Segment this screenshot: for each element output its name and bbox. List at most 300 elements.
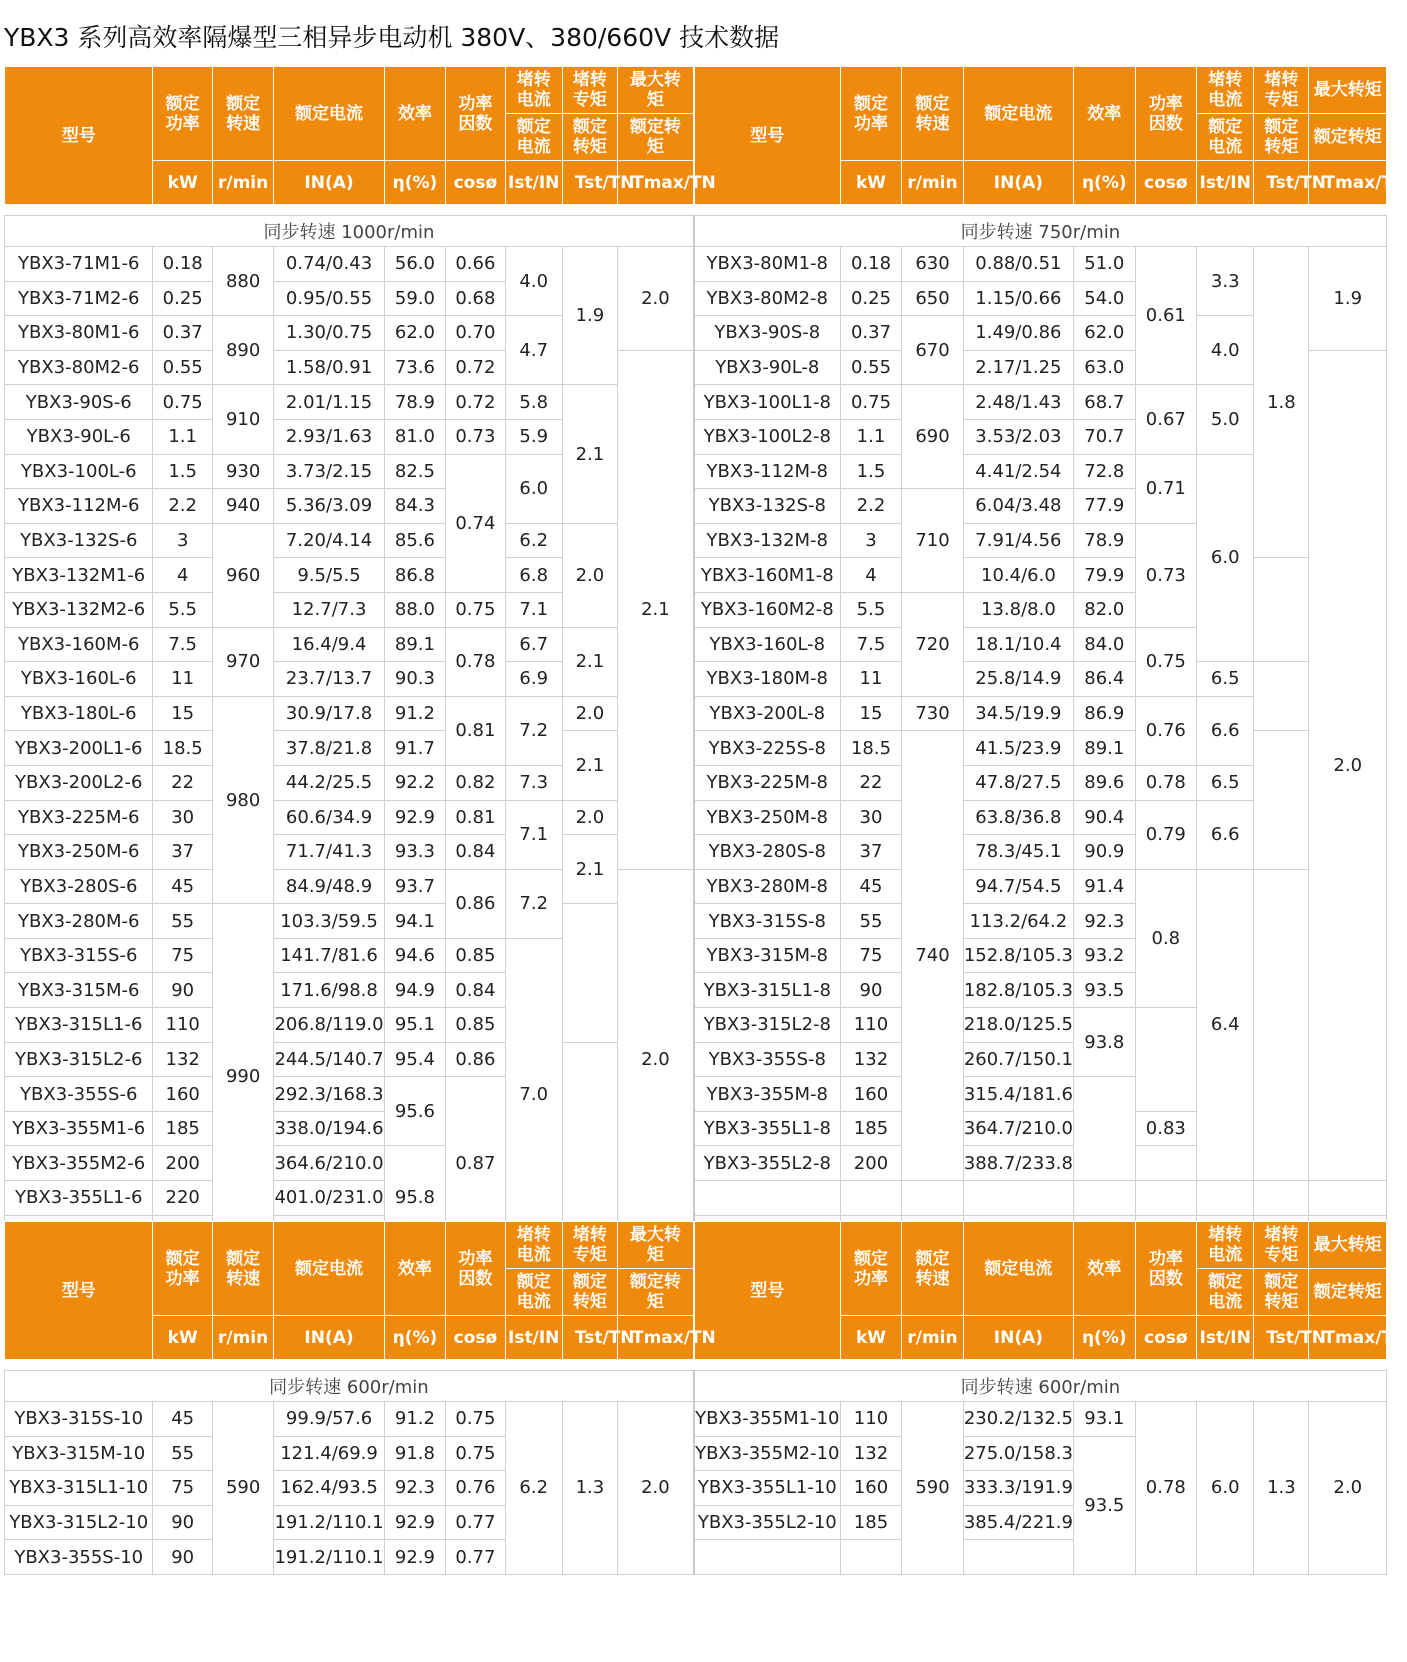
col-header-eff-right: 效率 bbox=[1074, 67, 1136, 161]
table-row bbox=[5, 696, 1387, 731]
col-unit-power-right: kW bbox=[840, 161, 902, 205]
current-cell: 388.7/233.8 bbox=[963, 1146, 1073, 1181]
col-unit-tmax-left: Tmax/TN bbox=[618, 1316, 694, 1360]
model-cell: YBX3-100L-6 bbox=[5, 454, 153, 489]
current-cell: 7.20/4.14 bbox=[274, 523, 384, 558]
current-cell: 30.9/17.8 bbox=[274, 696, 384, 731]
section-label-left: 同步转速 600r/min bbox=[5, 1371, 694, 1402]
speed-cell: 880 bbox=[212, 247, 274, 316]
current-cell: 385.4/221.9 bbox=[963, 1505, 1073, 1540]
tst-ratio-cell: 2.0 bbox=[562, 523, 617, 627]
efficiency-cell: 68.7 bbox=[1074, 385, 1136, 420]
tst-ratio-cell bbox=[562, 1042, 617, 1250]
col-header-model-right: 型号 bbox=[694, 1222, 840, 1360]
col-unit-pf-right: cosø bbox=[1135, 1316, 1197, 1360]
efficiency-cell: 92.9 bbox=[384, 1540, 446, 1575]
ist-ratio-cell: 6.0 bbox=[505, 454, 562, 523]
col-header-tst-bottom-right: 额定转矩 bbox=[1254, 1269, 1309, 1316]
power-cell: 1.1 bbox=[840, 419, 902, 454]
model-cell: YBX3-280S-8 bbox=[694, 835, 840, 870]
power-cell bbox=[840, 1540, 902, 1575]
table-row bbox=[5, 800, 1387, 835]
model-cell: YBX3-355M1-6 bbox=[5, 1111, 153, 1146]
current-cell: 23.7/13.7 bbox=[274, 662, 384, 697]
power-factor-cell: 0.84 bbox=[446, 973, 505, 1008]
efficiency-cell: 93.7 bbox=[384, 869, 446, 904]
efficiency-cell: 85.6 bbox=[384, 523, 446, 558]
current-cell: 10.4/6.0 bbox=[963, 558, 1073, 593]
speed-cell: 980 bbox=[212, 696, 274, 904]
model-cell bbox=[694, 1181, 840, 1216]
power-factor-cell: 0.72 bbox=[446, 350, 505, 385]
model-cell: YBX3-180L-6 bbox=[5, 696, 153, 731]
model-cell: YBX3-225M-8 bbox=[694, 765, 840, 800]
current-cell: 63.8/36.8 bbox=[963, 800, 1073, 835]
model-cell: YBX3-280M-6 bbox=[5, 904, 153, 939]
col-unit-speed-left: r/min bbox=[212, 161, 274, 205]
col-unit-current-right: IN(A) bbox=[963, 1316, 1073, 1360]
current-cell: 191.2/110.1 bbox=[274, 1540, 384, 1575]
model-cell: YBX3-160M1-8 bbox=[694, 558, 840, 593]
current-cell: 13.8/8.0 bbox=[963, 592, 1073, 627]
power-cell: 3 bbox=[840, 523, 902, 558]
col-unit-tmax-right: Tmax/TN bbox=[1309, 161, 1387, 205]
power-cell: 1.5 bbox=[840, 454, 902, 489]
efficiency-cell: 59.0 bbox=[384, 281, 446, 316]
speed-cell: 730 bbox=[902, 696, 964, 731]
efficiency-cell: 94.6 bbox=[384, 938, 446, 973]
speed-cell: 970 bbox=[212, 627, 274, 696]
power-factor-cell: 0.85 bbox=[446, 1008, 505, 1043]
tst-ratio-cell: 2.1 bbox=[562, 627, 617, 696]
speed-cell: 890 bbox=[212, 316, 274, 385]
power-cell: 0.25 bbox=[153, 281, 212, 316]
table-row bbox=[5, 385, 1387, 420]
efficiency-cell bbox=[1074, 1181, 1136, 1216]
efficiency-cell: 70.7 bbox=[1074, 419, 1136, 454]
power-cell: 132 bbox=[153, 1042, 212, 1077]
speed-cell: 630 bbox=[902, 247, 964, 282]
tst-ratio-cell bbox=[1254, 731, 1309, 869]
efficiency-cell: 91.2 bbox=[384, 1402, 446, 1437]
speed-cell: 960 bbox=[212, 523, 274, 627]
efficiency-cell: 90.4 bbox=[1074, 800, 1136, 835]
col-unit-ist-right: Ist/IN bbox=[1197, 161, 1254, 205]
model-cell: YBX3-355M2-6 bbox=[5, 1146, 153, 1181]
power-cell: 30 bbox=[840, 800, 902, 835]
efficiency-cell: 91.8 bbox=[384, 1436, 446, 1471]
col-header-tst-top-left: 堵转专矩 bbox=[562, 67, 617, 114]
speed-cell: 670 bbox=[902, 316, 964, 385]
current-cell: 2.93/1.63 bbox=[274, 419, 384, 454]
col-unit-tst-right: Tst/TN bbox=[1254, 1316, 1309, 1360]
tmax-ratio-cell: 2.0 bbox=[618, 247, 694, 351]
efficiency-cell: 73.6 bbox=[384, 350, 446, 385]
efficiency-cell: 93.8 bbox=[1074, 1008, 1136, 1077]
power-factor-cell bbox=[1135, 1008, 1197, 1112]
current-cell: 25.8/14.9 bbox=[963, 662, 1073, 697]
power-factor-cell: 0.61 bbox=[1135, 247, 1197, 385]
tst-ratio-cell: 2.0 bbox=[562, 696, 617, 731]
tst-ratio-cell bbox=[1254, 662, 1309, 731]
current-cell: 0.74/0.43 bbox=[274, 247, 384, 282]
power-factor-cell: 0.75 bbox=[446, 1436, 505, 1471]
current-cell: 2.48/1.43 bbox=[963, 385, 1073, 420]
power-factor-cell bbox=[1135, 1146, 1197, 1181]
col-unit-ist-right: Ist/IN bbox=[1197, 1316, 1254, 1360]
efficiency-cell: 91.7 bbox=[384, 731, 446, 766]
power-cell: 11 bbox=[153, 662, 212, 697]
spec-table-1 bbox=[4, 66, 1407, 1262]
section-label-right: 同步转速 600r/min bbox=[694, 1371, 1387, 1402]
power-cell: 110 bbox=[840, 1402, 902, 1437]
col-header-pf-left: 功率因数 bbox=[446, 67, 505, 161]
current-cell: 162.4/93.5 bbox=[274, 1471, 384, 1506]
current-cell: 152.8/105.3 bbox=[963, 938, 1073, 973]
power-cell: 30 bbox=[153, 800, 212, 835]
efficiency-cell: 95.8 bbox=[384, 1146, 446, 1250]
power-cell: 200 bbox=[840, 1146, 902, 1181]
model-cell: YBX3-90L-6 bbox=[5, 419, 153, 454]
ist-ratio-cell: 6.5 bbox=[1197, 662, 1254, 697]
power-cell: 5.5 bbox=[153, 592, 212, 627]
ist-ratio-cell: 5.0 bbox=[1197, 385, 1254, 454]
table-row bbox=[5, 1402, 1387, 1437]
efficiency-cell: 91.4 bbox=[1074, 869, 1136, 904]
col-header-speed-left: 额定转速 bbox=[212, 67, 274, 161]
power-factor-cell: 0.78 bbox=[1135, 765, 1197, 800]
power-cell: 1.5 bbox=[153, 454, 212, 489]
current-cell: 244.5/140.7 bbox=[274, 1042, 384, 1077]
col-unit-pf-left: cosø bbox=[446, 1316, 505, 1360]
power-cell: 160 bbox=[840, 1471, 902, 1506]
col-header-eff-left: 效率 bbox=[384, 1222, 446, 1316]
ist-ratio-cell: 6.6 bbox=[1197, 696, 1254, 765]
col-unit-power-left: kW bbox=[153, 161, 212, 205]
current-cell: 94.7/54.5 bbox=[963, 869, 1073, 904]
model-cell bbox=[694, 1540, 840, 1575]
power-cell: 185 bbox=[840, 1505, 902, 1540]
current-cell bbox=[963, 1181, 1073, 1216]
ist-ratio-cell: 7.2 bbox=[505, 696, 562, 765]
efficiency-cell: 86.9 bbox=[1074, 696, 1136, 731]
power-factor-cell: 0.78 bbox=[446, 627, 505, 696]
col-unit-eff-right: η(%) bbox=[1074, 1316, 1136, 1360]
current-cell: 37.8/21.8 bbox=[274, 731, 384, 766]
col-header-tmax-bottom-left: 额定转矩 bbox=[618, 1269, 694, 1316]
power-cell: 7.5 bbox=[840, 627, 902, 662]
ist-ratio-cell: 7.0 bbox=[505, 938, 562, 1249]
power-cell: 2.2 bbox=[840, 489, 902, 524]
col-header-current-left: 额定电流 bbox=[274, 1222, 384, 1316]
speed-cell: 990 bbox=[212, 904, 274, 1250]
efficiency-cell: 89.1 bbox=[1074, 731, 1136, 766]
model-cell: YBX3-355L1-10 bbox=[694, 1471, 840, 1506]
power-cell: 185 bbox=[840, 1111, 902, 1146]
efficiency-cell: 94.1 bbox=[384, 904, 446, 939]
tmax-ratio-cell: 2.1 bbox=[618, 350, 694, 869]
col-header-ist-top-left: 堵转电流 bbox=[505, 67, 562, 114]
current-cell: 230.2/132.5 bbox=[963, 1402, 1073, 1437]
ist-ratio-cell: 6.2 bbox=[505, 523, 562, 558]
tst-ratio-cell: 2.1 bbox=[562, 835, 617, 904]
current-cell: 218.0/125.5 bbox=[963, 1008, 1073, 1043]
model-cell: YBX3-180M-8 bbox=[694, 662, 840, 697]
power-cell: 185 bbox=[153, 1111, 212, 1146]
efficiency-cell: 95.6 bbox=[384, 1077, 446, 1146]
current-cell: 364.6/210.0 bbox=[274, 1146, 384, 1181]
col-header-pf-right: 功率因数 bbox=[1135, 67, 1197, 161]
col-header-current-left: 额定电流 bbox=[274, 67, 384, 161]
power-cell: 0.25 bbox=[840, 281, 902, 316]
model-cell: YBX3-112M-6 bbox=[5, 489, 153, 524]
power-cell: 2.2 bbox=[153, 489, 212, 524]
tst-ratio-cell: 2.1 bbox=[562, 385, 617, 523]
current-cell: 182.8/105.3 bbox=[963, 973, 1073, 1008]
model-cell: YBX3-160M-6 bbox=[5, 627, 153, 662]
header-gap bbox=[5, 1360, 1387, 1371]
efficiency-cell: 93.2 bbox=[1074, 938, 1136, 973]
speed-cell: 590 bbox=[212, 1402, 274, 1575]
power-cell: 75 bbox=[153, 1471, 212, 1506]
current-cell: 99.9/57.6 bbox=[274, 1402, 384, 1437]
col-unit-speed-left: r/min bbox=[212, 1316, 274, 1360]
model-cell: YBX3-315S-10 bbox=[5, 1402, 153, 1437]
model-cell: YBX3-315S-6 bbox=[5, 938, 153, 973]
power-cell: 0.75 bbox=[840, 385, 902, 420]
current-cell: 275.0/158.3 bbox=[963, 1436, 1073, 1471]
model-cell: YBX3-315L2-6 bbox=[5, 1042, 153, 1077]
col-header-ist-bottom-left: 额定电流 bbox=[505, 1269, 562, 1316]
power-cell: 7.5 bbox=[153, 627, 212, 662]
col-unit-ist-left: Ist/IN bbox=[505, 161, 562, 205]
model-cell: YBX3-355L2-8 bbox=[694, 1146, 840, 1181]
current-cell: 78.3/45.1 bbox=[963, 835, 1073, 870]
efficiency-cell: 92.3 bbox=[1074, 904, 1136, 939]
model-cell: YBX3-71M2-6 bbox=[5, 281, 153, 316]
col-unit-speed-right: r/min bbox=[902, 1316, 964, 1360]
efficiency-cell: 88.0 bbox=[384, 592, 446, 627]
ist-ratio-cell: 7.1 bbox=[505, 592, 562, 627]
model-cell: YBX3-160L-8 bbox=[694, 627, 840, 662]
model-cell: YBX3-80M1-6 bbox=[5, 316, 153, 351]
current-cell: 1.15/0.66 bbox=[963, 281, 1073, 316]
power-factor-cell: 0.77 bbox=[446, 1505, 505, 1540]
current-cell: 84.9/48.9 bbox=[274, 869, 384, 904]
tst-ratio-cell: 1.9 bbox=[562, 247, 617, 385]
col-header-tmax-top-right: 最大转矩 bbox=[1309, 1222, 1387, 1269]
model-cell: YBX3-132M-8 bbox=[694, 523, 840, 558]
col-header-current-right: 额定电流 bbox=[963, 1222, 1073, 1316]
col-header-tmax-top-right: 最大转矩 bbox=[1309, 67, 1387, 114]
current-cell: 34.5/19.9 bbox=[963, 696, 1073, 731]
power-cell: 132 bbox=[840, 1042, 902, 1077]
col-header-model-right: 型号 bbox=[694, 67, 840, 205]
tmax-ratio-cell: 2.0 bbox=[618, 869, 694, 1250]
current-cell: 47.8/27.5 bbox=[963, 765, 1073, 800]
col-header-tst-bottom-left: 额定转矩 bbox=[562, 1269, 617, 1316]
current-cell: 113.2/64.2 bbox=[963, 904, 1073, 939]
current-cell: 103.3/59.5 bbox=[274, 904, 384, 939]
col-header-tst-top-right: 堵转专矩 bbox=[1254, 67, 1309, 114]
model-cell: YBX3-280M-8 bbox=[694, 869, 840, 904]
efficiency-cell bbox=[1074, 1077, 1136, 1181]
speed-cell: 910 bbox=[212, 385, 274, 454]
table-row bbox=[5, 247, 1387, 282]
model-cell: YBX3-90L-8 bbox=[694, 350, 840, 385]
current-cell: 7.91/4.56 bbox=[963, 523, 1073, 558]
speed-cell: 720 bbox=[902, 592, 964, 696]
page-title: YBX3 系列高效率隔爆型三相异步电动机 380V、380/660V 技术数据 bbox=[4, 23, 780, 52]
power-cell: 4 bbox=[153, 558, 212, 593]
power-cell: 45 bbox=[840, 869, 902, 904]
efficiency-cell: 81.0 bbox=[384, 419, 446, 454]
efficiency-cell: 95.4 bbox=[384, 1042, 446, 1077]
col-unit-eff-right: η(%) bbox=[1074, 161, 1136, 205]
col-unit-pf-left: cosø bbox=[446, 161, 505, 205]
ist-ratio-cell: 3.3 bbox=[1197, 247, 1254, 316]
model-cell: YBX3-355M1-10 bbox=[694, 1402, 840, 1437]
efficiency-cell: 79.9 bbox=[1074, 558, 1136, 593]
power-cell: 160 bbox=[153, 1077, 212, 1112]
ist-ratio-cell: 6.0 bbox=[1197, 454, 1254, 662]
ist-ratio-cell: 6.5 bbox=[1197, 765, 1254, 800]
tst-ratio-cell bbox=[1254, 869, 1309, 1180]
ist-ratio-cell: 7.1 bbox=[505, 800, 562, 869]
power-cell: 37 bbox=[153, 835, 212, 870]
power-factor-cell: 0.77 bbox=[446, 1540, 505, 1575]
current-cell: 206.8/119.0 bbox=[274, 1008, 384, 1043]
model-cell: YBX3-250M-6 bbox=[5, 835, 153, 870]
col-unit-tst-left: Tst/TN bbox=[562, 1316, 617, 1360]
power-cell: 18.5 bbox=[840, 731, 902, 766]
efficiency-cell: 56.0 bbox=[384, 247, 446, 282]
col-header-speed-right: 额定转速 bbox=[902, 67, 964, 161]
tmax-ratio-cell: 2.0 bbox=[618, 1402, 694, 1575]
table-row bbox=[5, 869, 1387, 904]
header-gap bbox=[5, 205, 1387, 216]
section-label-right: 同步转速 750r/min bbox=[694, 216, 1387, 247]
power-cell: 55 bbox=[153, 1436, 212, 1471]
power-cell: 4 bbox=[840, 558, 902, 593]
model-cell: YBX3-315L1-8 bbox=[694, 973, 840, 1008]
current-cell: 333.3/191.9 bbox=[963, 1471, 1073, 1506]
model-cell: YBX3-80M2-6 bbox=[5, 350, 153, 385]
power-cell: 90 bbox=[153, 1540, 212, 1575]
efficiency-cell: 89.1 bbox=[384, 627, 446, 662]
ist-ratio-cell: 4.7 bbox=[505, 316, 562, 385]
model-cell: YBX3-90S-8 bbox=[694, 316, 840, 351]
speed-cell: 940 bbox=[212, 489, 274, 524]
efficiency-cell: 78.9 bbox=[384, 385, 446, 420]
model-cell: YBX3-250M-8 bbox=[694, 800, 840, 835]
col-header-power-left: 额定功率 bbox=[153, 67, 212, 161]
tst-ratio-cell: 1.8 bbox=[1254, 247, 1309, 558]
efficiency-cell: 63.0 bbox=[1074, 350, 1136, 385]
power-factor-cell bbox=[1135, 1181, 1197, 1216]
power-cell: 0.37 bbox=[840, 316, 902, 351]
model-cell: YBX3-160M2-8 bbox=[694, 592, 840, 627]
table-row bbox=[5, 627, 1387, 662]
tst-ratio-cell bbox=[1254, 1181, 1309, 1216]
current-cell: 2.17/1.25 bbox=[963, 350, 1073, 385]
tmax-ratio-cell bbox=[1309, 1181, 1387, 1216]
table-row bbox=[5, 454, 1387, 489]
table-row bbox=[5, 1008, 1387, 1043]
table-row bbox=[5, 765, 1387, 800]
model-cell: YBX3-315M-6 bbox=[5, 973, 153, 1008]
power-cell: 160 bbox=[840, 1077, 902, 1112]
current-cell: 338.0/194.6 bbox=[274, 1111, 384, 1146]
model-cell: YBX3-225M-6 bbox=[5, 800, 153, 835]
model-cell: YBX3-80M2-8 bbox=[694, 281, 840, 316]
current-cell: 3.73/2.15 bbox=[274, 454, 384, 489]
ist-ratio-cell: 6.0 bbox=[1197, 1402, 1254, 1575]
efficiency-cell: 86.8 bbox=[384, 558, 446, 593]
power-factor-cell: 0.66 bbox=[446, 247, 505, 282]
efficiency-cell: 54.0 bbox=[1074, 281, 1136, 316]
col-unit-eff-left: η(%) bbox=[384, 1316, 446, 1360]
power-cell: 75 bbox=[840, 938, 902, 973]
col-header-pf-right: 功率因数 bbox=[1135, 1222, 1197, 1316]
power-factor-cell: 0.85 bbox=[446, 938, 505, 973]
model-cell: YBX3-355M-8 bbox=[694, 1077, 840, 1112]
efficiency-cell: 91.2 bbox=[384, 696, 446, 731]
table-row bbox=[5, 1181, 1387, 1216]
model-cell: YBX3-132M2-6 bbox=[5, 592, 153, 627]
col-header-ist-top-right: 堵转电流 bbox=[1197, 67, 1254, 114]
efficiency-cell: 78.9 bbox=[1074, 523, 1136, 558]
power-cell: 55 bbox=[840, 904, 902, 939]
col-unit-pf-right: cosø bbox=[1135, 161, 1197, 205]
current-cell: 4.41/2.54 bbox=[963, 454, 1073, 489]
efficiency-cell: 93.5 bbox=[1074, 973, 1136, 1008]
current-cell: 3.53/2.03 bbox=[963, 419, 1073, 454]
power-cell: 110 bbox=[840, 1008, 902, 1043]
speed-cell: 930 bbox=[212, 454, 274, 489]
speed-cell: 590 bbox=[902, 1402, 964, 1575]
efficiency-cell: 93.1 bbox=[1074, 1402, 1136, 1437]
col-unit-eff-left: η(%) bbox=[384, 161, 446, 205]
table-row bbox=[5, 1111, 1387, 1146]
ist-ratio-cell: 4.0 bbox=[1197, 316, 1254, 385]
model-cell: YBX3-112M-8 bbox=[694, 454, 840, 489]
speed-cell bbox=[902, 1181, 964, 1216]
table-row bbox=[5, 1146, 1387, 1181]
power-factor-cell: 0.84 bbox=[446, 835, 505, 870]
current-cell: 292.3/168.3 bbox=[274, 1077, 384, 1112]
efficiency-cell: 92.3 bbox=[384, 1471, 446, 1506]
power-factor-cell: 0.86 bbox=[446, 1042, 505, 1077]
power-factor-cell: 0.86 bbox=[446, 869, 505, 938]
efficiency-cell: 51.0 bbox=[1074, 247, 1136, 282]
efficiency-cell: 72.8 bbox=[1074, 454, 1136, 489]
col-header-tmax-top-left: 最大转矩 bbox=[618, 67, 694, 114]
spec-table-2 bbox=[4, 1221, 1407, 1587]
power-cell: 1.1 bbox=[153, 419, 212, 454]
current-cell: 71.7/41.3 bbox=[274, 835, 384, 870]
model-cell: YBX3-355S-10 bbox=[5, 1540, 153, 1575]
current-cell: 1.58/0.91 bbox=[274, 350, 384, 385]
power-cell: 11 bbox=[840, 662, 902, 697]
power-cell: 37 bbox=[840, 835, 902, 870]
tst-ratio-cell: 2.0 bbox=[562, 800, 617, 835]
current-cell: 9.5/5.5 bbox=[274, 558, 384, 593]
current-cell: 1.49/0.86 bbox=[963, 316, 1073, 351]
efficiency-cell: 84.3 bbox=[384, 489, 446, 524]
ist-ratio-cell: 6.4 bbox=[1197, 869, 1254, 1180]
col-header-power-right: 额定功率 bbox=[840, 67, 902, 161]
